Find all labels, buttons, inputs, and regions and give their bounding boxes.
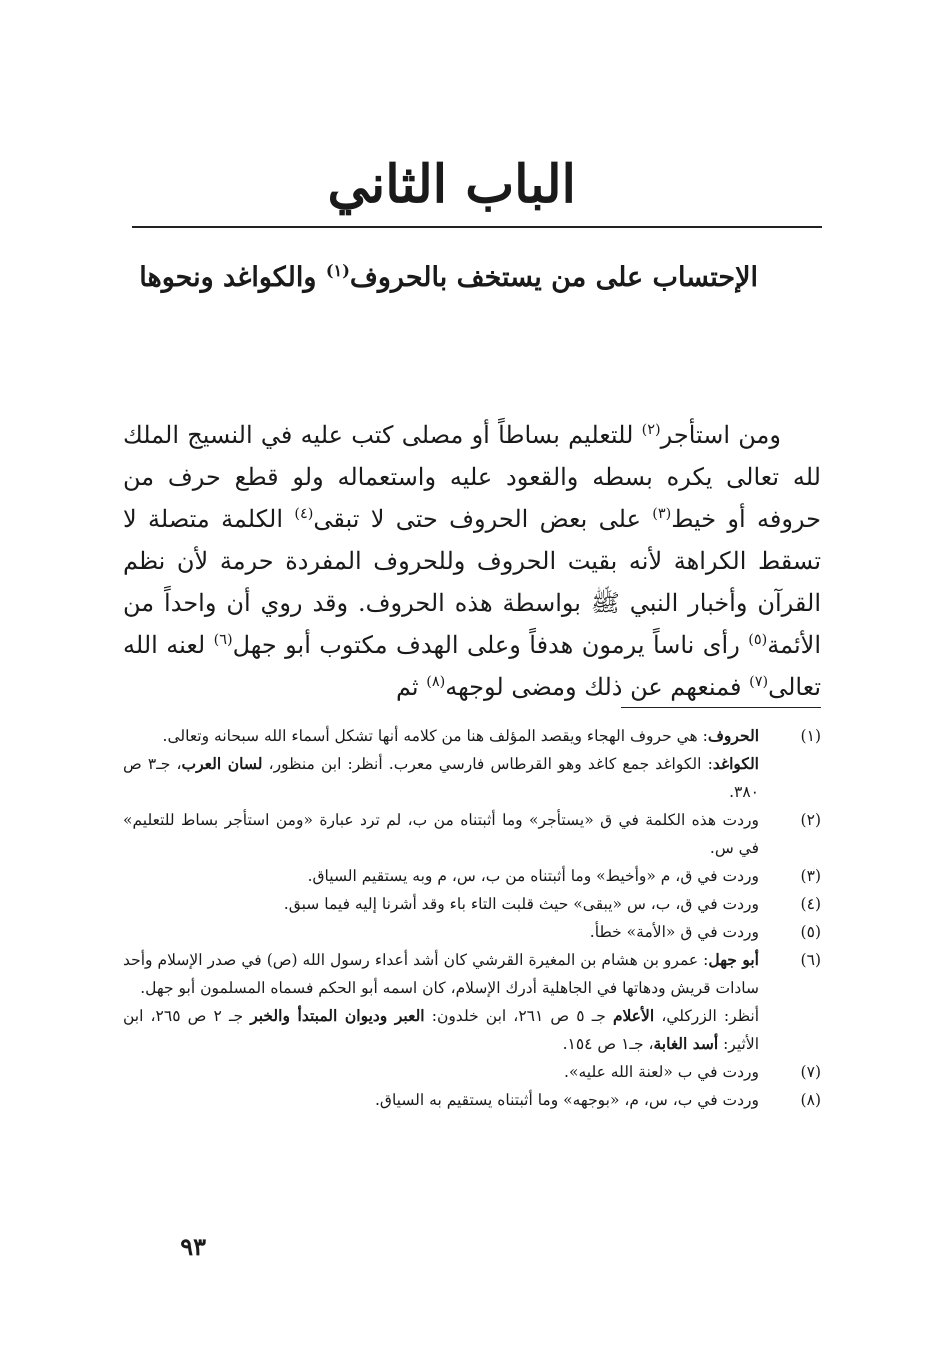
footnote-8 <box>123 1086 821 1114</box>
footnote-ref: (٥) <box>748 632 768 648</box>
body-segment: على بعض الحروف حتى لا تبقى <box>313 505 653 533</box>
footnote-4 <box>123 890 821 918</box>
footnote-text: وردت في ق، ب، س «يبقى» حيث قلبت التاء باء وقد أشرنا إليه فيما سبق. <box>283 895 759 913</box>
footnote-body: جـ ٥ ص ٢٦١، ابن خلدون: <box>424 1007 613 1025</box>
footnote-body: ، جـ١ ص ١٥٤. <box>562 1035 654 1053</box>
footnotes <box>123 722 821 1114</box>
footnote-2 <box>123 806 821 862</box>
body-segment: للتعليم بساطاً أو مصلى كتب عليه في النسيج الملك لله تعالى يكره بسطه والقعود عليه واستعماله ولو قطع حرف من حروفه أو خيط <box>123 421 821 533</box>
section-title-text-end: والكواغد ونحوها <box>139 262 326 293</box>
footnote-ref: (٦) <box>213 632 233 648</box>
footnote-body: : هي حروف الهجاء ويقصد المؤلف هنا من كلامه أنها تشكل أسماء الله سبحانه وتعالى. <box>162 727 708 745</box>
footnote-number: (٥) <box>800 923 821 941</box>
footnote-number: (٧) <box>800 1063 821 1081</box>
footnote-text: وردت في ق، م «وأخيط» وما أثبتناه من ب، س، م وبه يستقيم السياق. <box>307 867 759 885</box>
footnote-body: : عمرو بن هشام بن المغيرة القرشي كان أشد أعداء رسول الله (ص) في صدر الإسلام وأحد سادات قريش ودهاتها في الجاهلية أدرك الإسلام، كان اسمه أبو الحكم فسماه المسلمون أبو جهل. <box>123 951 759 997</box>
footnote-source-title: الأعلام <box>612 1006 655 1025</box>
footnote-source-title: أسد الغابة <box>653 1034 719 1053</box>
footnote-term: الحروف <box>707 726 759 745</box>
footnote-number: (٣) <box>800 867 821 885</box>
footnote-text <box>123 722 759 750</box>
footnote-body: أنظر: الزركلي، <box>654 1007 760 1025</box>
footnote-ref: (٣) <box>652 506 672 522</box>
body-segment: لعنه الله تعالى <box>123 631 821 701</box>
page-number: ٩٣ <box>180 1232 206 1261</box>
footnote-text <box>123 946 759 1002</box>
footnote-number: (١) <box>800 727 821 745</box>
footnote-text: وردت في ق «الأمة» خطأ. <box>589 923 759 941</box>
footnote-text: وردت في ب، س، م، «بوجهه» وما أثبتناه يستقيم به السياق. <box>375 1091 759 1109</box>
footnote-source-title: لسان العرب <box>181 754 263 773</box>
footnote-ref: (٨) <box>426 674 446 690</box>
footnote-ref: (٤) <box>294 506 314 522</box>
footnote-body: جـ ٢ ص ٢٦٥، ابن الأثير: <box>123 1007 759 1053</box>
footnote-number: (٨) <box>800 1091 821 1109</box>
footnote-1-continuation <box>123 750 821 806</box>
body-segment: ثم <box>395 673 427 701</box>
footnote-body: ، جـ٣ ص ٣٨٠. <box>123 755 759 801</box>
body-segment: رأى ناساً يرمون هدفاً وعلى الهدف مكتوب أبو جهل <box>232 631 749 659</box>
body-segment: ومن استأجر <box>660 421 781 449</box>
footnote-body: : الكواغد جمع كاغد وهو القرطاس فارسي معرب. أنظر: ابن منظور، <box>262 755 713 773</box>
footnote-ref: (٧) <box>749 674 769 690</box>
footnote-1 <box>123 722 821 750</box>
section-title-text: الإحتساب على من يستخف بالحروف <box>349 262 758 293</box>
footnote-term: الكواغد <box>712 754 759 773</box>
footnote-ref: (٢) <box>641 422 661 438</box>
footnote-ref: (١) <box>325 261 350 280</box>
chapter-title: الباب الثاني <box>327 154 576 215</box>
footnote-text: وردت هذه الكلمة في ق «يستأجر» وما أثبتناه من ب، لم ترد عبارة «ومن استأجر بساط للتعليم» في س. <box>123 811 759 857</box>
footnote-7 <box>123 1058 821 1086</box>
footnote-6 <box>123 946 821 1002</box>
title-divider <box>132 226 822 228</box>
footnote-divider <box>621 707 821 708</box>
body-paragraph <box>123 414 821 708</box>
footnote-term: أبو جهل <box>708 950 759 969</box>
footnote-5 <box>123 918 821 946</box>
footnote-3 <box>123 862 821 890</box>
footnote-6-continuation <box>123 1002 821 1058</box>
footnote-source-title: العبر وديوان المبتدأ والخبر <box>250 1006 425 1025</box>
footnote-text: وردت في ب «لعنة الله عليه». <box>564 1063 759 1081</box>
footnote-number: (٤) <box>800 895 821 913</box>
paragraph <box>123 414 821 708</box>
footnote-number: (٦) <box>800 951 821 969</box>
body-segment: فمنعهم عن ذلك ومضى لوجهه <box>445 673 750 701</box>
body-segment: الكلمة متصلة لا تسقط الكراهة لأنه بقيت الحروف وللحروف المفردة حرمة لأن نظم القرآن وأخبار النبي ﷺ بواسطة هذه الحروف. وقد روي أن واحداً من الأئمة <box>123 505 822 659</box>
footnote-number: (٢) <box>800 811 821 829</box>
section-title <box>139 256 758 300</box>
